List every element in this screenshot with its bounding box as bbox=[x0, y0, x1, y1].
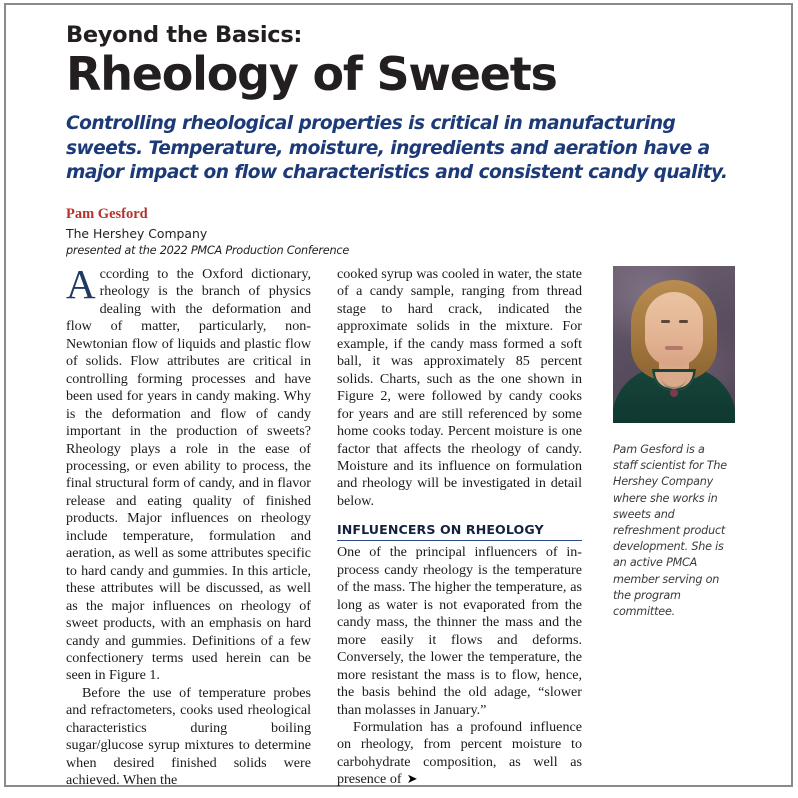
section-heading-influencers: INFLUENCERS ON RHEOLOGY bbox=[337, 522, 582, 541]
photo-eye-right bbox=[679, 320, 688, 323]
byline-author-name: Pam Gesford bbox=[66, 206, 148, 223]
paragraph-text: ccording to the Oxford dictionary, rheology is the branch of physics dealing with the deformation and flow of matter, particularly, non-Newtonian flow of liquids and plastic flow of solids. Flow attributes are critical in controlling forming processes and have been used for years in candy making. Why is the deformation and flow of candy important in the production of sweets? Rheology plays a role in the ease of processing, or even ability to process, the final structural form of candy, and in flavor release and eating quality of finished products. Major influences on rheology include temperature, formulation and aeration, as well as some attributes specific to hard candy and gummies. In this article, these attributes will be discussed, as well as the major influences on rheology of sweet products, with an emphasis on hard candy and gummies. Definitions of a few confectionery terms used herein can be seen in Figure 1. bbox=[66, 266, 311, 684]
paragraph: One of the principal influencers of in-process candy rheology is the temperature of the mass. The higher the temperature, as long as water is not evaporated from the candy mass, the thinner the mass and the more easily it flows and deforms. Conversely, the lower the temperature, the more resistant the mass is to flow, hence, the basis behind the old adage, “slower than molasses in January.” bbox=[337, 544, 582, 718]
article-kicker: Beyond the Basics: bbox=[66, 22, 303, 48]
paragraph: Before the use of temperature probes and refractometers, cooks used rheological characteristics during boiling sugar/glucose syrup mixtures to determine when desired finished solids were achieved. When the bbox=[66, 684, 311, 789]
author-photo bbox=[613, 266, 735, 423]
column-one bbox=[66, 261, 311, 790]
paragraph: cooked syrup was cooled in water, the state of a candy sample, ranging from thread stage to hard crack, indicated the approximate solids in the mixture. For example, if the candy mass formed a soft ball, it was approximately 85 percent solids. Charts, such as the one shown in Figure 2, were followed by candy cooks for years and are still referenced by some home cooks today. Percent moisture is one factor that affects the rheology of candy. Moisture and its influence on formulation and rheology will be investigated in detail below. bbox=[337, 266, 582, 509]
column-two bbox=[337, 266, 582, 789]
article-columns bbox=[66, 261, 744, 789]
paragraph bbox=[337, 719, 582, 789]
drop-cap-letter: A bbox=[66, 261, 96, 307]
photo-background bbox=[613, 266, 735, 423]
byline-event-note: presented at the 2022 PMCA Production Conference bbox=[66, 243, 350, 257]
column-three-sidebar bbox=[613, 266, 744, 620]
page-title: Rheology of Sweets bbox=[66, 46, 557, 101]
photo-eye-left bbox=[661, 320, 670, 323]
paragraph bbox=[66, 261, 311, 685]
continued-arrow-icon: ➤ bbox=[406, 772, 418, 788]
masthead-block bbox=[66, 24, 744, 258]
byline-organization: The Hershey Company bbox=[66, 226, 208, 242]
photo-pendant bbox=[670, 389, 678, 397]
photo-mouth bbox=[665, 346, 683, 350]
paragraph-text: Formulation has a profound influence on rheology, from percent moisture to carbohydrate composition, as well as presence of bbox=[337, 718, 582, 788]
article-deck: Controlling rheological properties is critical in manufacturing sweets. Temperature, moisture, ingredients and aeration have a major impact on flow characteristics and consistent candy quality. bbox=[66, 112, 728, 184]
byline bbox=[66, 206, 744, 258]
photo-caption: Pam Gesford is a staff scientist for The Hershey Company where she works in sweets and refreshment product development. She is an active PMCA member serving on the program committee. bbox=[613, 443, 727, 619]
photo-face bbox=[645, 292, 703, 366]
